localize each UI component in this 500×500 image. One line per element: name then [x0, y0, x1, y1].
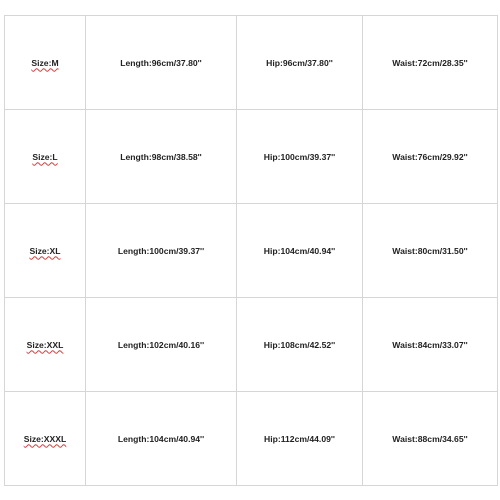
hip-cell: Hip:104cm/40.94'' — [237, 204, 363, 298]
waist-cell: Waist:76cm/29.92'' — [363, 110, 498, 204]
waist-cell: Waist:80cm/31.50'' — [363, 204, 498, 298]
size-cell — [5, 204, 86, 298]
size-cell — [5, 16, 86, 110]
table-row — [5, 110, 498, 204]
length-cell: Length:104cm/40.94'' — [86, 392, 237, 486]
table-row — [5, 392, 498, 486]
hip-cell: Hip:100cm/39.37'' — [237, 110, 363, 204]
size-label: Size:XXXL — [23, 433, 67, 444]
hip-cell: Hip:96cm/37.80'' — [237, 16, 363, 110]
length-cell: Length:100cm/39.37'' — [86, 204, 237, 298]
size-chart-table — [4, 15, 498, 486]
table-row — [5, 204, 498, 298]
size-label: Size:XL — [29, 245, 61, 256]
length-cell: Length:96cm/37.80'' — [86, 16, 237, 110]
size-cell — [5, 110, 86, 204]
hip-cell: Hip:112cm/44.09'' — [237, 392, 363, 486]
table-row — [5, 16, 498, 110]
waist-cell: Waist:72cm/28.35'' — [363, 16, 498, 110]
size-cell — [5, 298, 86, 392]
size-cell — [5, 392, 86, 486]
table-row — [5, 298, 498, 392]
length-cell: Length:98cm/38.58'' — [86, 110, 237, 204]
waist-cell: Waist:88cm/34.65'' — [363, 392, 498, 486]
size-label: Size:L — [32, 151, 58, 162]
length-cell: Length:102cm/40.16'' — [86, 298, 237, 392]
size-label: Size:M — [31, 57, 59, 68]
hip-cell: Hip:108cm/42.52'' — [237, 298, 363, 392]
size-label: Size:XXL — [26, 339, 64, 350]
waist-cell: Waist:84cm/33.07'' — [363, 298, 498, 392]
